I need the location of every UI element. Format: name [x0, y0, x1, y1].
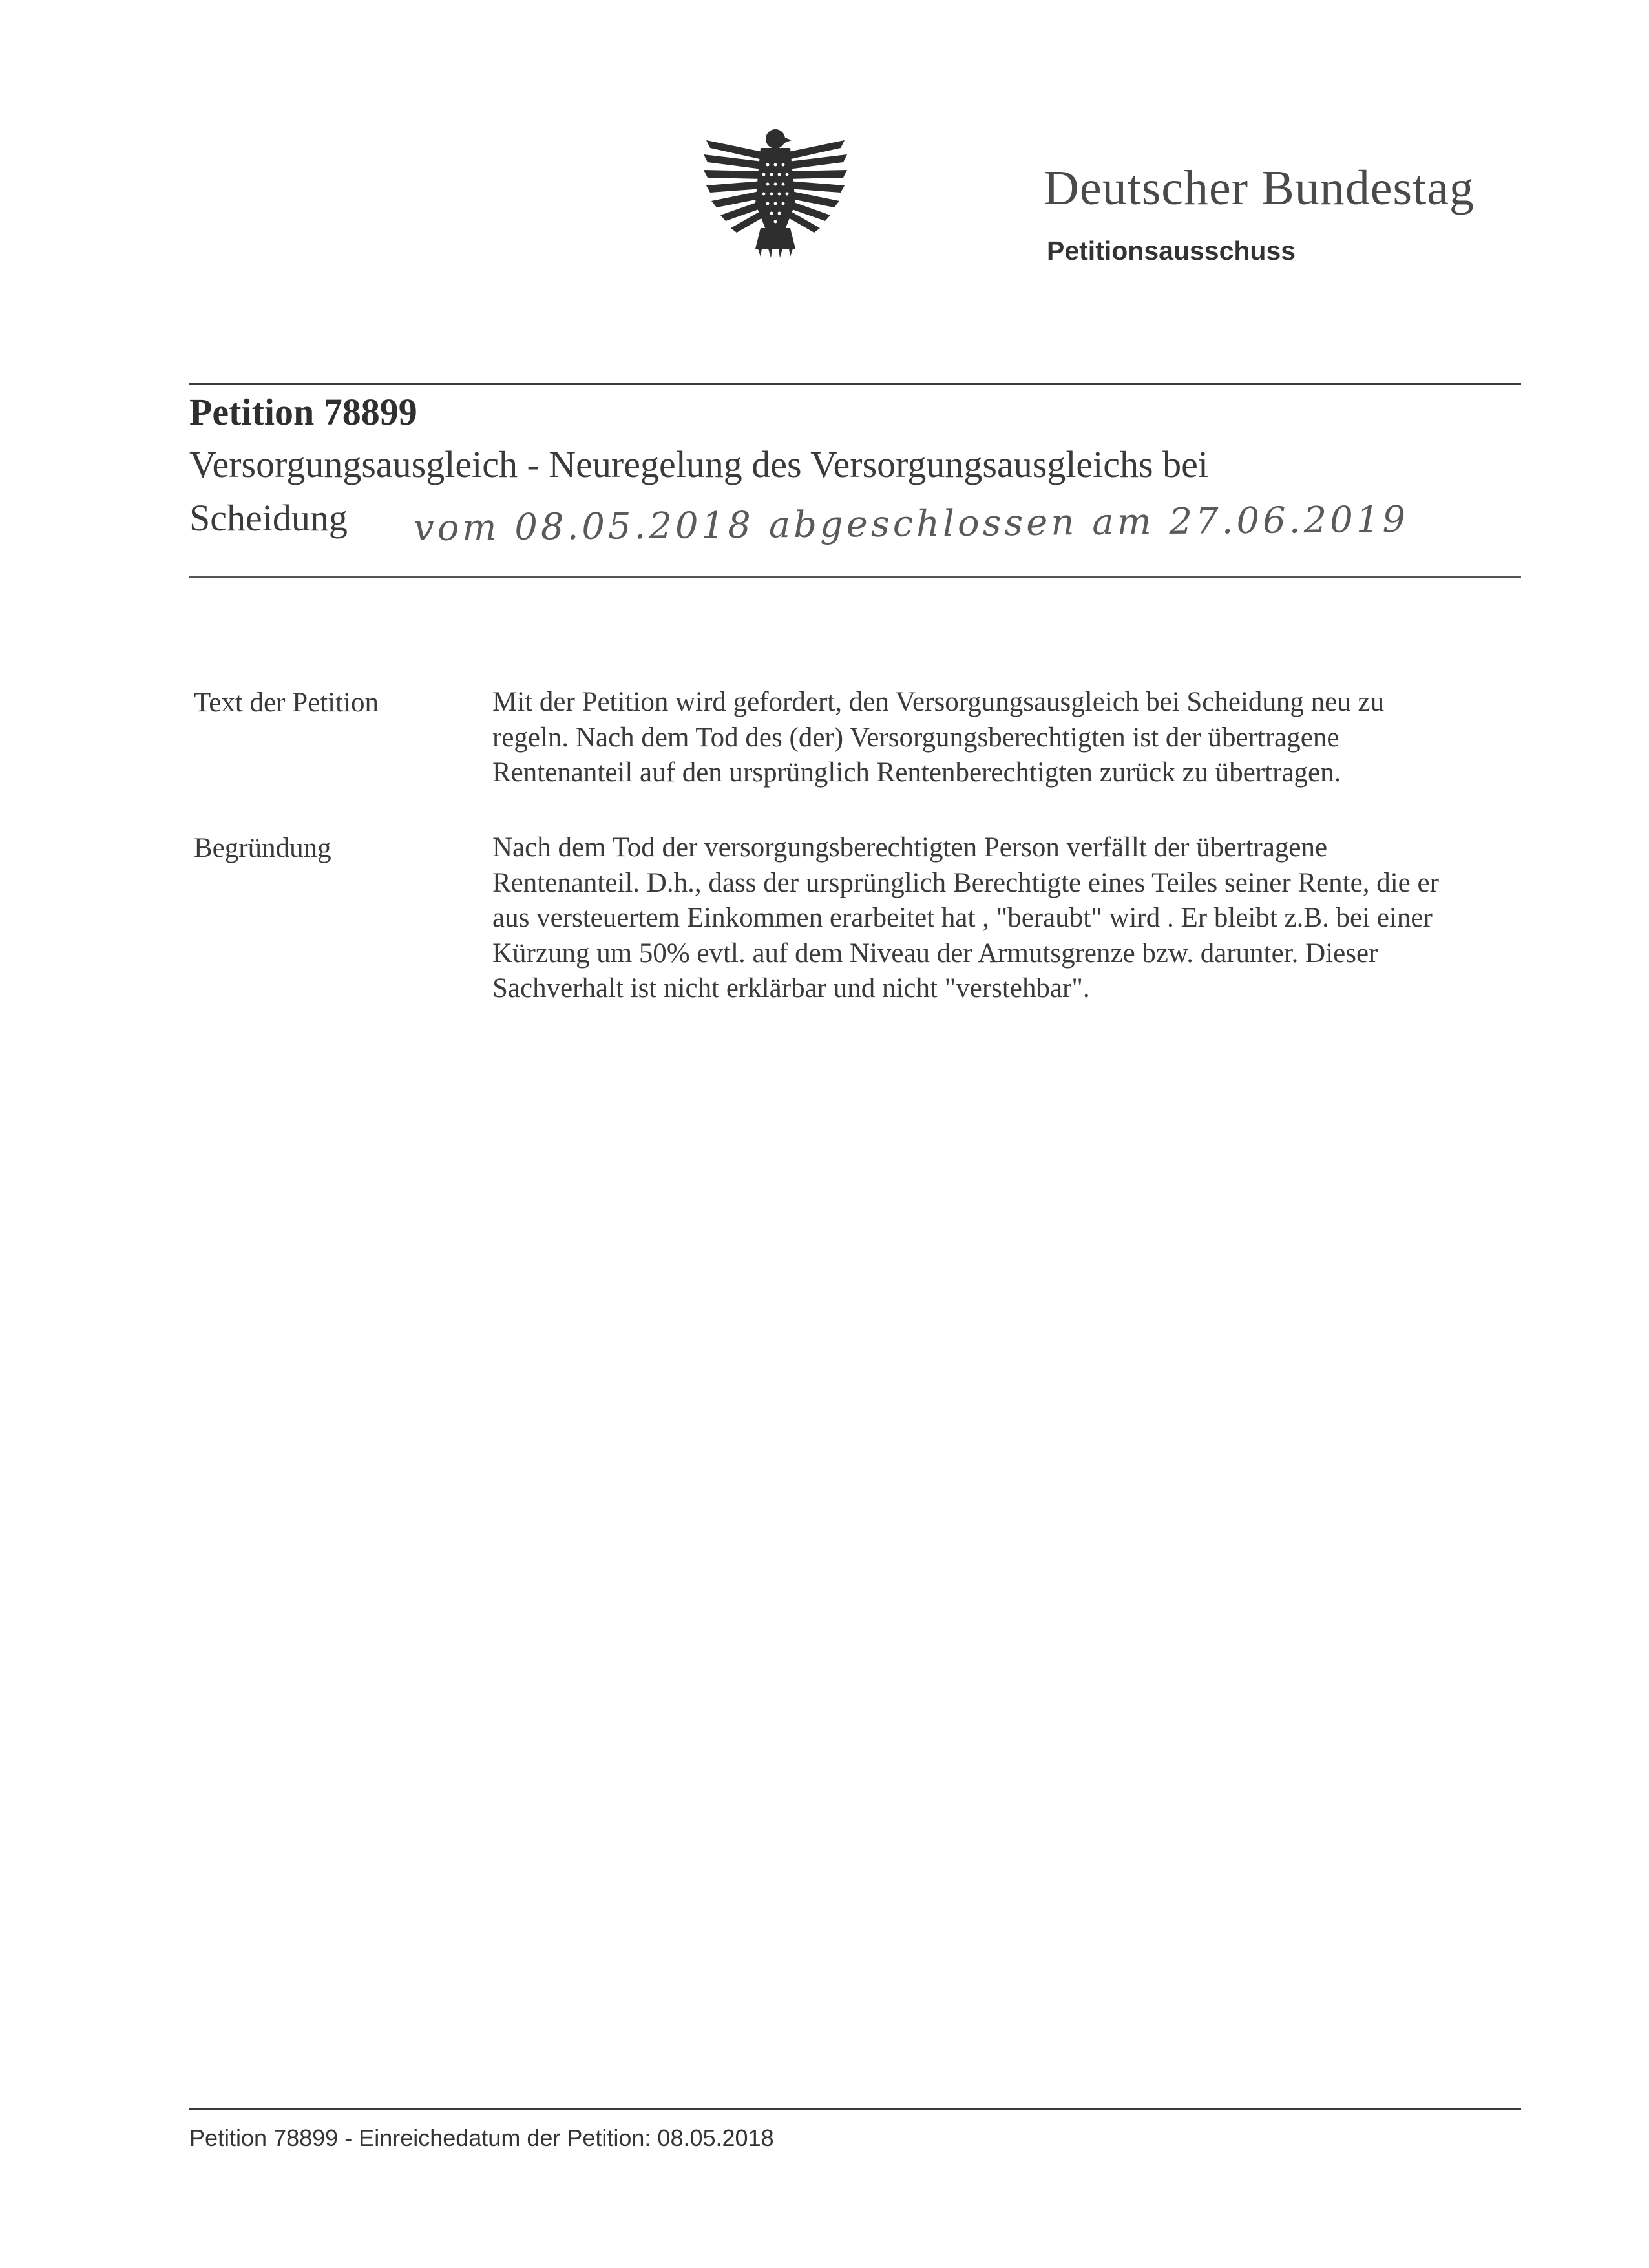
title-divider: [189, 576, 1521, 578]
petition-subject-line-1: Versorgungsausgleich - Neuregelung des Versorgungsausgleichs bei: [189, 443, 1208, 485]
footer-text: Petition 78899 - Einreichedatum der Petition: 08.05.2018: [189, 2125, 774, 2151]
org-name: Deutscher Bundestag: [1044, 161, 1475, 215]
text-line: Rentenanteil auf den ursprünglich Rentenberechtigten zurück zu übertragen.: [492, 757, 1341, 788]
handwritten-note: vom 08.05.2018 abgeschlossen am 27.06.2019: [413, 498, 1409, 550]
section-body-text: [492, 685, 1462, 791]
federal-eagle-logo: [701, 126, 850, 258]
reason-line: Sachverhalt ist nicht erklärbar und nicht "verstehbar".: [492, 973, 1090, 1003]
reason-line: aus versteuertem Einkommen erarbeitet hat , "beraubt" wird . Er bleibt z.B. bei einer: [492, 903, 1433, 933]
reason-line: Rentenanteil. D.h., dass der ursprünglich Berechtigte eines Teiles seiner Rente, die er: [492, 867, 1439, 898]
footer-divider: [189, 2108, 1521, 2110]
text-line: Mit der Petition wird gefordert, den Versorgungsausgleich bei Scheidung neu zu: [492, 687, 1385, 717]
committee-name: Petitionsausschuss: [1047, 236, 1296, 266]
text-line: regeln. Nach dem Tod des (der) Versorgungsberechtigten ist der übertragene: [492, 722, 1339, 753]
petition-title: Petition 78899: [189, 391, 417, 433]
section-label-text: Text der Petition: [194, 688, 379, 718]
reason-line: Kürzung um 50% evtl. auf dem Niveau der Armutsgrenze bzw. darunter. Dieser: [492, 938, 1378, 969]
section-body-reason: [492, 830, 1462, 1007]
header-divider: [189, 383, 1521, 385]
section-label-reason: Begründung: [194, 833, 331, 863]
reason-line: Nach dem Tod der versorgungsberechtigten Person verfällt der übertragene: [492, 832, 1328, 863]
petition-subject-line-2: Scheidung: [189, 497, 348, 539]
